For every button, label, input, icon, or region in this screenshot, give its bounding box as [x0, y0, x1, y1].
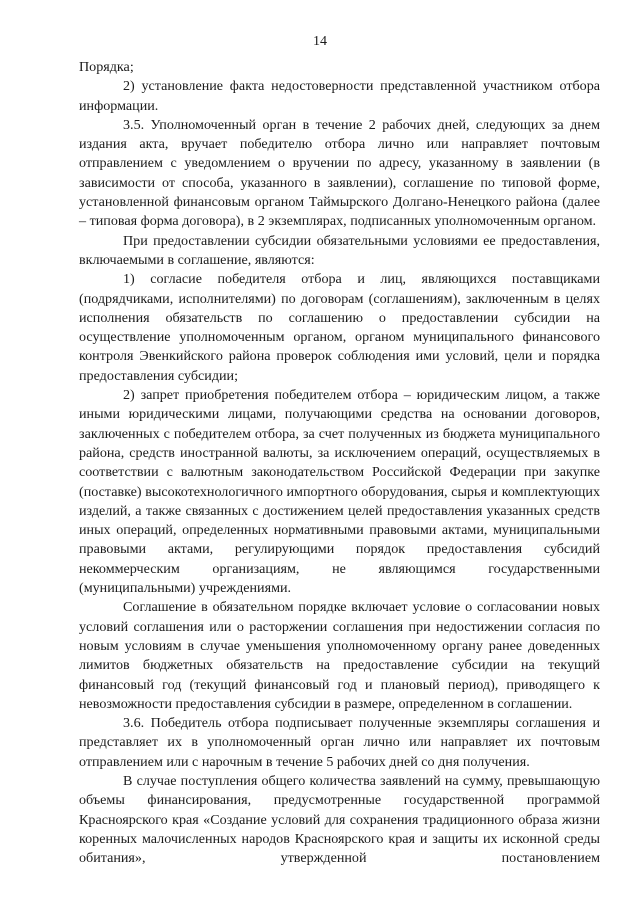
paragraph-3-5: 3.5. Уполномоченный орган в течение 2 рабочих дней, следующих за днем издания акта, вручает победителю отбора лично или направляет почтовым отправлением с уведомлением о вручении по адресу, указанному в заявлении (в зависимости от способа, указанного в заявлении), соглашение по типовой форме, установленной финансовым органом Таймырского Долгано-Ненецкого района (далее – типовая форма договора), в 2 экземплярах, подписанных уполномоченным органом.: [79, 116, 600, 230]
paragraph-agreement-terms: Соглашение в обязательном порядке включает условие о согласовании новых условий соглашения или о расторжении соглашения при недостижении согласия по новым условиям в случае уменьшения уполномоченному органу ранее доведенных лимитов бюджетных обязательств на предоставление субсидии на текущий финансовый год (текущий финансовый год и плановый период), приводящего к невозможности предоставления субсидии в размере, определенном в соглашении.: [79, 599, 600, 712]
paragraph-continuation: Порядка;: [79, 59, 134, 75]
paragraph-condition-1: 1) согласие победителя отбора и лиц, являющихся поставщиками (подрядчиками, исполнителями) по договорам (соглашениям), заключенным в целях исполнения обязательств по соглашению о предоставлении субсидии на осуществление уполномоченным органом, органом муниципального финансового контроля Эвенкийского района проверок соблюдения ими условий, цели и порядка предоставления субсидии;: [79, 271, 600, 384]
paragraph-3-6: 3.6. Победитель отбора подписывает полученные экземпляры соглашения и представляет их в уполномоченный орган лично или направляет их почтовым отправлением или с нарочным в течение 5 рабочих дней со дня получения.: [79, 715, 600, 770]
paragraph-mandatory-conditions: При предоставлении субсидии обязательными условиями ее предоставления, включаемыми в соглашение, являются:: [79, 232, 600, 268]
page-number: 14: [313, 34, 327, 49]
document-body: [79, 58, 600, 868]
paragraph-excess-applications: В случае поступления общего количества заявлений на сумму, превышающую объемы финансирования, предусмотренные государственной программой Красноярского края «Создание условий для сохранения традиционного образа жизни коренных малочисленных народов Красноярского края и защиты их исконной среды обитания», утвержденной постановлением: [79, 772, 600, 867]
paragraph-condition-2: 2) запрет приобретения победителем отбора – юридическим лицом, а также иными юридическими лицами, получающими средства на основании договоров, заключенных с победителем отбора, за счет полученных из бюджета муниципального района, средств иностранной валюты, за исключением операций, осуществляемых в соответствии с валютным законодательством Российской Федерации при закупке (поставке) высокотехнологичного импортного оборудования, сырья и комплектующих изделий, а также связанных с достижением целей предоставления указанных средств иных операций, определенных нормативными правовыми актами, муниципальными правовыми актами, регулирующими порядок предоставления субсидий некоммерческим организациям, не являющимся государственными (муниципальными) учреждениями.: [79, 387, 600, 597]
paragraph-item-2-unreliable-info: 2) установление факта недостоверности представленной участником отбора информации.: [79, 78, 600, 114]
